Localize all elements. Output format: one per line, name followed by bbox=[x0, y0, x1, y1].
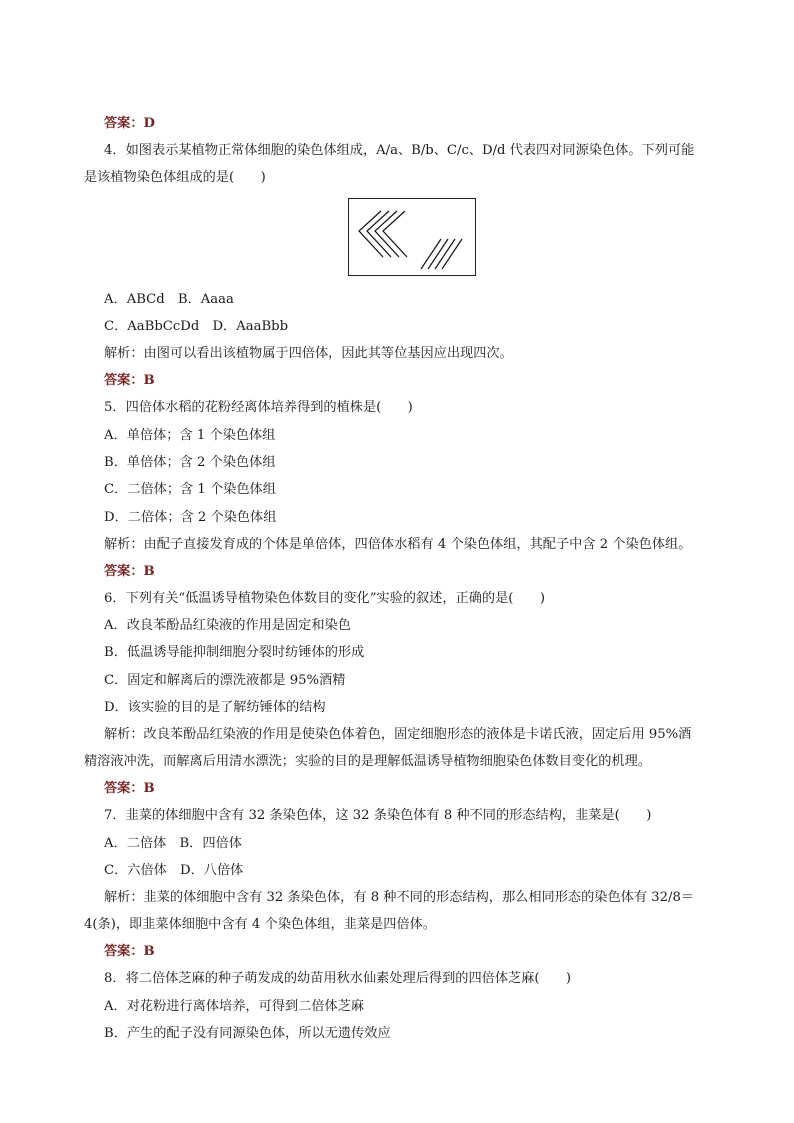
question-6-analysis-line1: 解析：改良苯酚品红染液的作用是使染色体着色，固定细胞形态的液体是卡诺氏液，固定后用 95%酒 bbox=[104, 727, 692, 742]
question-5-option-a: A．单倍体；含 1 个染色体组 bbox=[104, 428, 276, 443]
answer-q5: 答案：B bbox=[104, 564, 155, 579]
question-6-option-b: B．低温诱导能抑制细胞分裂时纺锤体的形成 bbox=[104, 645, 365, 660]
question-7-analysis-line2: 4(条)，即韭菜体细胞中含有 4 个染色体组，韭菜是四倍体。 bbox=[84, 917, 436, 932]
question-4-option-line2: C．AaBbCcDd D．AaaBbb bbox=[104, 319, 289, 334]
question-6-option-a: A．改良苯酚品红染液的作用是固定和染色 bbox=[104, 618, 351, 633]
question-5-analysis: 解析：由配子直接发育成的个体是单倍体，四倍体水稻有 4 个染色体组，其配子中含 2 个染色体组。 bbox=[104, 537, 692, 552]
chromosome-figure bbox=[348, 198, 476, 276]
answer-q4: 答案：B bbox=[104, 373, 155, 388]
question-8-option-b: B．产生的配子没有同源染色体，所以无遗传效应 bbox=[104, 1026, 391, 1041]
question-4-stem-line2: 是该植物染色体组成的是( ) bbox=[84, 170, 266, 185]
answer-q7: 答案：B bbox=[104, 944, 155, 959]
question-7-option-line1: A．二倍体 B．四倍体 bbox=[104, 836, 242, 851]
question-6-analysis-line2: 精溶液冲洗，而解离后用清水漂洗；实验的目的是理解低温诱导植物细胞染色体数目变化的机理。 bbox=[84, 754, 652, 769]
question-4-analysis: 解析：由图可以看出该植物属于四倍体，因此其等位基因应出现四次。 bbox=[104, 346, 513, 361]
question-5-option-d: D．二倍体；含 2 个染色体组 bbox=[104, 510, 277, 525]
question-4-option-line1: A．ABCd B．Aaaa bbox=[104, 292, 234, 307]
question-6-option-d: D．该实验的目的是了解纺锤体的结构 bbox=[104, 700, 326, 715]
question-5-stem: 5．四倍体水稻的花粉经离体培养得到的植株是( ) bbox=[104, 400, 413, 415]
chromosome-diagram bbox=[349, 199, 475, 275]
answer-q3: 答案：D bbox=[104, 116, 155, 131]
question-5-option-c: C．二倍体；含 1 个染色体组 bbox=[104, 482, 276, 497]
question-7-analysis-line1: 解析：韭菜的体细胞中含有 32 条染色体，有 8 种不同的形态结构，那么相同形态的染色体有 32/8＝ bbox=[104, 890, 695, 905]
answer-q6: 答案：B bbox=[104, 781, 155, 796]
question-8-stem: 8．将二倍体芝麻的种子萌发成的幼苗用秋水仙素处理后得到的四倍体芝麻( ) bbox=[104, 971, 572, 986]
question-7-option-line2: C．六倍体 D．八倍体 bbox=[104, 863, 244, 878]
question-6-stem: 6．下列有关“低温诱导植物染色体数目的变化”实验的叙述，正确的是( ) bbox=[104, 591, 545, 606]
question-5-option-b: B．单倍体；含 2 个染色体组 bbox=[104, 455, 276, 470]
question-8-option-a: A．对花粉进行离体培养，可得到二倍体芝麻 bbox=[104, 999, 365, 1014]
question-6-option-c: C．固定和解离后的漂洗液都是 95%酒精 bbox=[104, 673, 346, 688]
question-7-stem: 7．韭菜的体细胞中含有 32 条染色体，这 32 条染色体有 8 种不同的形态结构，韭菜是( ) bbox=[104, 808, 652, 823]
question-4-stem-line1: 4．如图表示某植物正常体细胞的染色体组成，A/a、B/b、C/c、D/d 代表四对同源染色体。下列可能 bbox=[104, 143, 695, 158]
